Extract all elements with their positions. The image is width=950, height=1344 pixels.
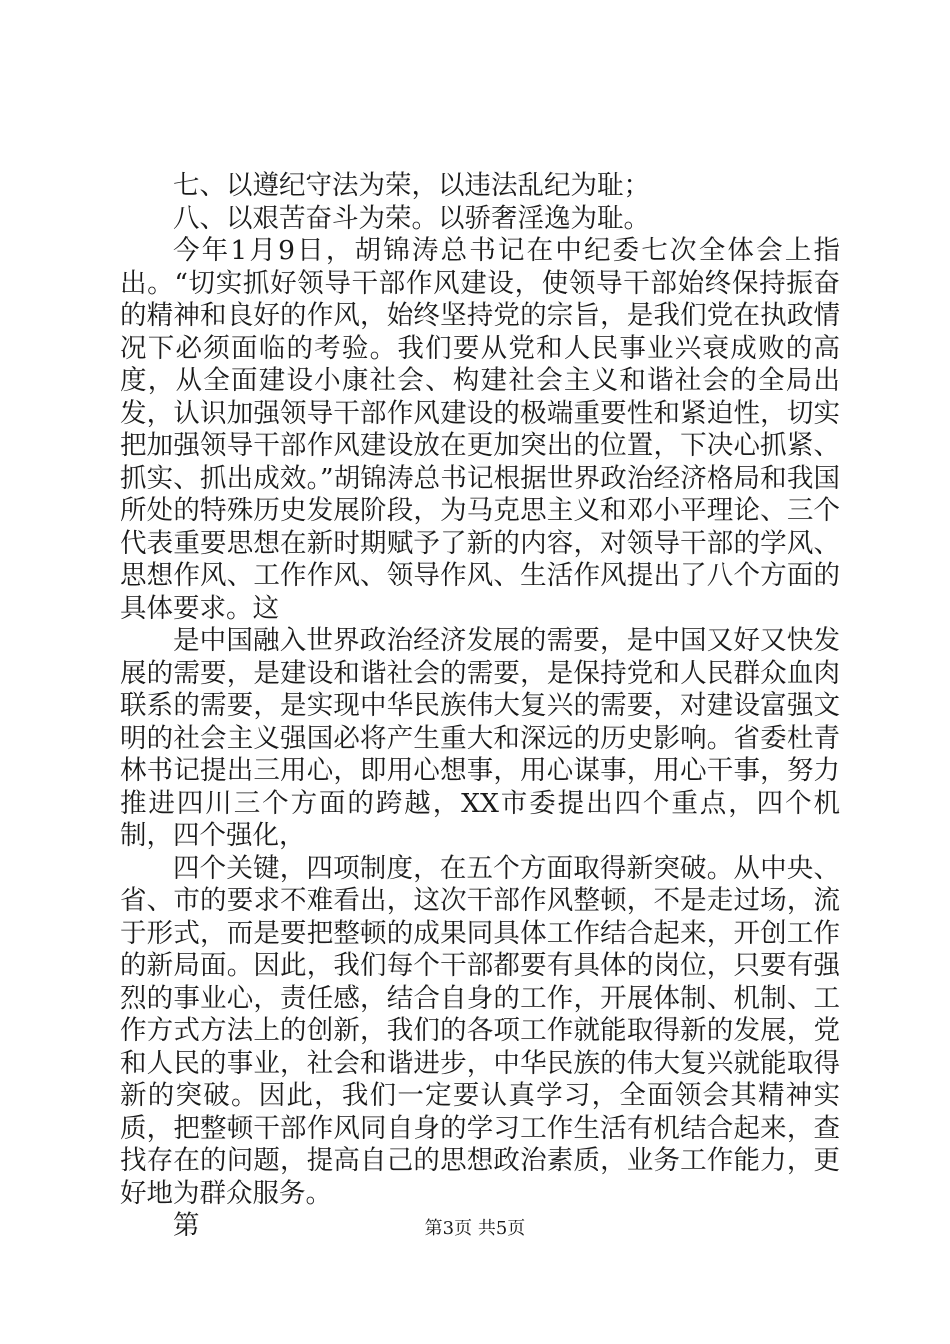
paragraph: 第 (173, 1210, 200, 1241)
page-footer: 第3页 共5页 (424, 1218, 526, 1239)
body-text (120, 170, 840, 1243)
paragraph: 八、以艰苦奋斗为荣。以骄奢淫逸为耻。 (173, 202, 650, 234)
paragraph: 四个关键，四项制度，在五个方面取得新突破。从中央、省、市的要求不难看出，这次干部作风整顿，不是走过场，流于形式，而是要把整顿的成果同具体工作结合起来，开创工作的新局面。因此，我们每个干部都要有具体的岗位，只要有强烈的事业心，责任感，结合自身的工作，开展体制、机制、工作方式方法上的创新，我们的各项工作就能取得新的发展，党和人民的事业，社会和谐进步，中华民族的伟大复兴就能取得新的突破。因此，我们一定要认真学习，全面领会其精神实质，把整顿干部作风同自身的学习工作生活有机结合起来，查找存在的问题，提高自己的思想政治素质，业务工作能力，更好地为群众服务。 (120, 852, 840, 1209)
paragraph: 七、以遵纪守法为荣，以违法乱纪为耻； (173, 170, 650, 201)
paragraph: 今年1月9日，胡锦涛总书记在中纪委七次全体会上指出。“切实抓好领导干部作风建设，使领导干部始终保持振奋的精神和良好的作风，始终坚持党的宗旨，是我们党在执政情况下必须面临的考验。我们要从党和人民事业兴衰成败的高度，从全面建设小康社会、构建社会主义和谐社会的全局出发，认识加强领导干部作风建设的极端重要性和紧迫性，切实把加强领导干部作风建设放在更加突出的位置，下决心抓紧、抓实、抓出成效。”胡锦涛总书记根据世界政治经济格局和我国所处的特殊历史发展阶段，为马克思主义和邓小平理论、三个代表重要思想在新时期赋予了新的内容，对领导干部的学风、思想作风、工作作风、领导作风、生活作风提出了八个方面的具体要求。这 (120, 235, 840, 624)
paragraph: 是中国融入世界政治经济发展的需要，是中国又好又快发展的需要，是建设和谐社会的需要，是保持党和人民群众血肉联系的需要，是实现中华民族伟大复兴的需要，对建设富强文明的社会主义强国必将产生重大和深远的历史影响。省委杜青林书记提出三用心，即用心想事，用心谋事，用心干事，努力推进四川三个方面的跨越，XX市委提出四个重点，四个机制，四个强化， (120, 625, 840, 851)
